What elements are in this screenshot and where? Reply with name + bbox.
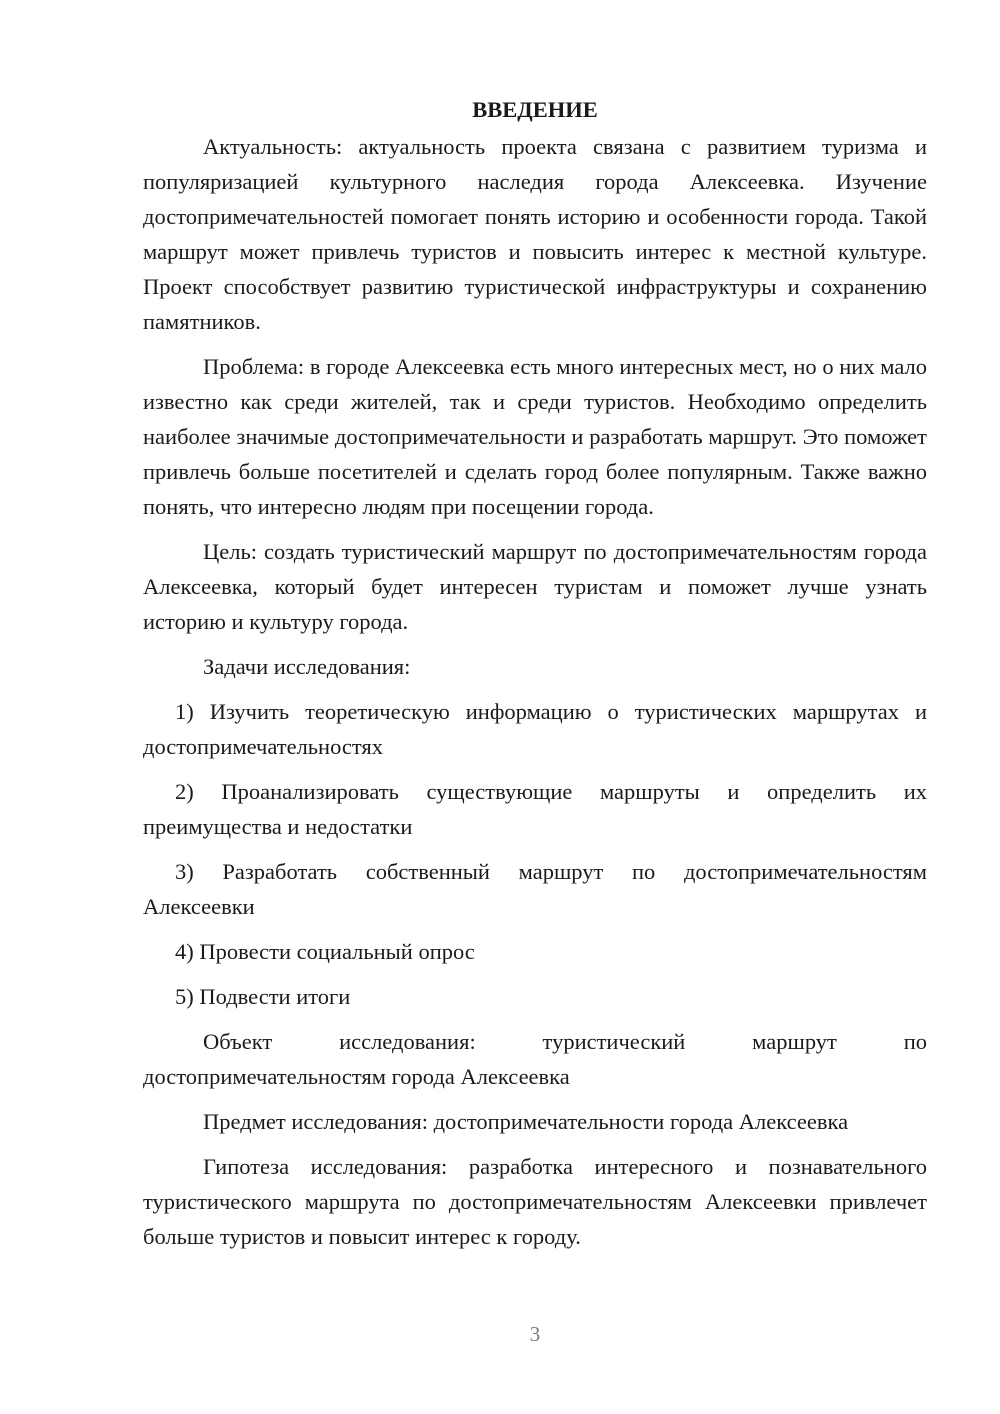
page-number: 3	[529, 1322, 541, 1346]
object-paragraph: Объект исследования: туристический маршрут по достопримечательностям города Алексеевка	[143, 1029, 927, 1089]
task-item-1: 1) Изучить теоретическую информацию о туристических маршрутах и достопримечательностях	[143, 699, 927, 759]
subject-paragraph: Предмет исследования: достопримечательности города Алексеевка	[203, 1109, 849, 1134]
task-item-4: 4) Провести социальный опрос	[175, 939, 475, 964]
document-title: ВВЕДЕНИЕ	[472, 97, 598, 122]
problem-paragraph: Проблема: в городе Алексеевка есть много интересных мест, но о них мало известно как среди жителей, так и среди туристов. Необходимо определить наиболее значимые достопримечательности и разработать маршрут. Это поможет привлечь больше посетителей и сделать город более популярным. Также важно понять, что интересно людям при посещении города.	[143, 354, 927, 519]
document-page	[143, 92, 927, 1264]
task-item-5: 5) Подвести итоги	[175, 984, 351, 1009]
task-item-3: 3) Разработать собственный маршрут по достопримечательностям Алексеевки	[143, 859, 927, 919]
tasks-heading: Задачи исследования:	[203, 654, 411, 679]
hypothesis-paragraph: Гипотеза исследования: разработка интересного и познавательного туристического маршрута по достопримечательностям Алексеевки привлечет больше туристов и повысит интерес к городу.	[143, 1154, 927, 1249]
task-item-2: 2) Проанализировать существующие маршруты и определить их преимущества и недостатки	[143, 779, 927, 839]
relevance-paragraph: Актуальность: актуальность проекта связана с развитием туризма и популяризацией культурного наследия города Алексеевка. Изучение достопримечательностей помогает понять историю и особенности города. Такой маршрут может привлечь туристов и повысить интерес к местной культуре. Проект способствует развитию туристической инфраструктуры и сохранению памятников.	[143, 134, 927, 334]
goal-paragraph: Цель: создать туристический маршрут по достопримечательностям города Алексеевка, который будет интересен туристам и поможет лучше узнать историю и культуру города.	[143, 539, 927, 634]
